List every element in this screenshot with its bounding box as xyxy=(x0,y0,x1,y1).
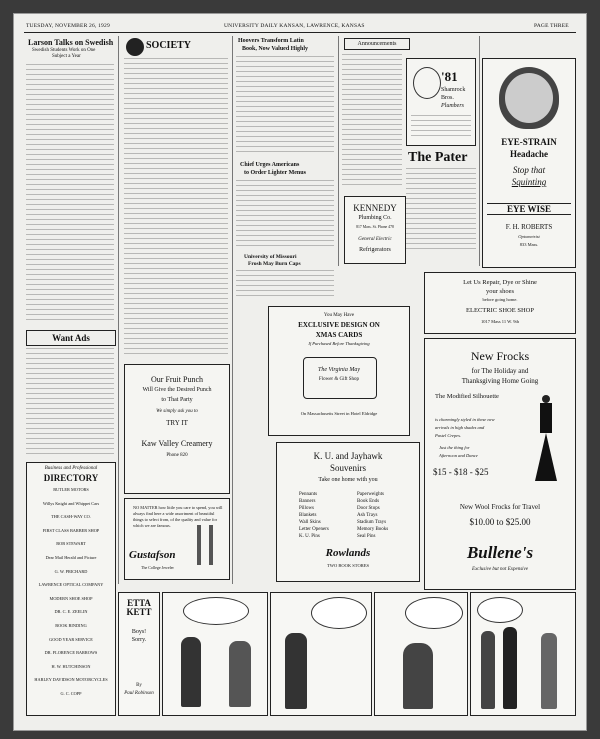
newspaper-page xyxy=(14,14,586,730)
ad-line: Stop that xyxy=(512,165,546,175)
souvenir-item: Ash Trays xyxy=(357,513,378,518)
comic-sub: Sorry. xyxy=(131,637,147,643)
column-divider xyxy=(118,36,119,584)
electric-shoe-shop-ad xyxy=(424,272,576,334)
souvenir-item: Door Stops xyxy=(357,506,380,511)
article-headline: Larson Talks on Swedish xyxy=(28,38,114,47)
announcements-heading: Announcements xyxy=(344,38,410,50)
comic-figure xyxy=(503,627,517,709)
ad-line: your shoes xyxy=(486,288,514,295)
ad-line: Flower & Gift Shop xyxy=(318,377,360,382)
ad-line: before going home. xyxy=(482,297,518,302)
ad-line: Souvenirs xyxy=(330,463,366,473)
directory-entry: BOB STEWART xyxy=(56,541,86,547)
speech-balloon xyxy=(183,597,249,625)
souvenir-item: Seal Pins xyxy=(357,534,376,539)
article-body xyxy=(26,64,114,324)
comic-panel-3 xyxy=(374,592,468,716)
ad-line: We simply ask you to xyxy=(156,409,198,414)
candlestick-image xyxy=(197,525,201,565)
article-headline: Chief Urges Americans xyxy=(240,162,300,168)
face-illustration xyxy=(505,73,553,123)
comic-figure xyxy=(481,631,495,709)
article-subhead: Swedish Students Work on One xyxy=(32,48,96,53)
announcements-body xyxy=(342,54,402,189)
ad-line: $15 - $18 - $25 xyxy=(433,467,489,477)
article-headline: Book, Now Valued Highly xyxy=(242,46,309,52)
ad-line: Will Give the Desired Punch xyxy=(142,387,212,393)
comic-figure xyxy=(229,641,251,707)
ad-line: arrivals in high shades and xyxy=(435,425,485,430)
plumber-illustration xyxy=(413,67,441,99)
ad-line: Pastel Crepes. xyxy=(435,433,462,438)
ad-line: Optometrist xyxy=(518,234,540,239)
gustafson-ad xyxy=(124,498,230,580)
directory-entry: G. W. PRICHARD xyxy=(54,568,88,574)
ad-line: Kaw Valley Creamery xyxy=(141,439,213,448)
directory-entry: H. W. HUTCHINSON xyxy=(51,663,91,669)
directory-entry: BUTLER MOTORS xyxy=(53,487,89,492)
directory-entry: BOOK BINDING xyxy=(55,622,87,628)
souvenir-list xyxy=(357,491,388,540)
ad-line: ELECTRIC SHOE SHOP xyxy=(466,307,534,314)
ad-line: Let Us Repair, Dye or Shine xyxy=(463,279,537,286)
pater-heading: The Pater xyxy=(408,150,468,165)
article-headline: to Order Lighter Menus xyxy=(244,170,306,176)
article-body xyxy=(236,56,334,156)
directory-entry: FIRST CLASS BARBER SHOP xyxy=(42,527,100,533)
souvenir-item: Paperweights xyxy=(357,492,384,497)
article-headline: Hoovers Transform Latin xyxy=(238,38,304,44)
ad-line: Bros. xyxy=(441,95,454,101)
souvenir-item: Wall Skins xyxy=(299,520,321,525)
ad-line: for The Holiday and xyxy=(471,367,529,375)
ad-line: to That Party xyxy=(161,397,193,403)
gustafson-logo: Gustafson xyxy=(129,549,176,561)
column-divider xyxy=(479,36,480,266)
ad-line: New Wool Frocks for Travel xyxy=(459,503,541,511)
ad-line: Squinting xyxy=(511,177,547,187)
article-subhead: Subject a Year xyxy=(52,54,81,59)
ad-line: TWO BOOK STORES xyxy=(327,563,369,568)
kennedy-plumbing-ad xyxy=(344,196,406,264)
comic-sub: Boys! xyxy=(131,629,147,635)
souvenir-item: Letter Openers xyxy=(299,527,329,532)
directory-title: Business and Professional xyxy=(44,466,98,471)
souvenir-item: Memory Books xyxy=(357,527,389,532)
ad-line: Just the thing for xyxy=(439,445,470,450)
xmas-cards-ad xyxy=(268,306,410,436)
souvenir-item: Blankets xyxy=(299,513,317,518)
directory-list xyxy=(29,487,113,705)
directory-entry: Dear Mail Herald and Picture xyxy=(45,554,97,560)
dress-illustration xyxy=(533,395,559,499)
fruit-punch-ad xyxy=(124,364,230,494)
directory-entry: HARLEY DAVIDSON MOTORCYCLES xyxy=(34,677,108,683)
masthead-rule xyxy=(24,32,576,33)
candlestick-image xyxy=(209,525,213,565)
ad-line: Thanksgiving Home Going xyxy=(461,377,539,385)
souvenir-item: Stadium Trays xyxy=(357,520,387,525)
article-headline: University of Missouri xyxy=(244,254,297,260)
comic-byline: By xyxy=(136,683,142,688)
ad-line: 833 Mass. xyxy=(519,242,539,247)
eye-wise-ad xyxy=(482,58,576,268)
want-ads-heading: Want Ads xyxy=(26,330,116,346)
ad-line: New Frocks xyxy=(470,349,530,363)
comic-figure xyxy=(285,633,307,709)
bullenes-frocks-ad xyxy=(424,338,576,590)
ad-line: EYE-STRAIN xyxy=(501,137,557,147)
souvenir-item: Book Ends xyxy=(357,499,380,504)
ku-souvenirs-ad xyxy=(276,442,420,582)
bullenes-logo: Bullene's xyxy=(466,543,534,562)
ad-line: Take one home with you xyxy=(318,477,378,483)
souvenir-item: Pillows xyxy=(299,506,315,511)
souvenir-item: K. U. Pins xyxy=(299,534,320,539)
column-divider xyxy=(338,36,339,266)
ad-line: The College Jeweler xyxy=(141,565,174,570)
ad-line: Phone 820 xyxy=(166,453,188,458)
directory-entry: THE CASH-WAY CO. xyxy=(51,514,91,520)
ad-body xyxy=(411,115,471,139)
souvenir-item: Banners xyxy=(299,499,316,504)
ad-line: F. H. ROBERTS xyxy=(505,223,553,231)
comic-figure xyxy=(403,643,433,709)
society-icon xyxy=(126,38,144,56)
ad-line: If Purchased Before Thanksgiving xyxy=(308,341,370,346)
ad-line: '81 xyxy=(441,69,458,84)
want-ads-body xyxy=(26,348,114,458)
ad-line: 817 Mass. St. Phone 478 xyxy=(356,225,394,229)
ad-line: You May Have xyxy=(323,313,355,318)
shamrock-plumbers-ad xyxy=(406,58,476,146)
directory-entry: G. C. COPP xyxy=(60,690,82,696)
ad-line: The Modified Silhouette xyxy=(435,393,499,400)
directory-entry: GOOD YEAR SERVICE xyxy=(49,636,93,642)
ad-line: XMAS CARDS xyxy=(315,331,363,339)
comic-title: ETTA KETT xyxy=(126,598,152,617)
article-body xyxy=(236,270,334,300)
speech-balloon xyxy=(405,597,463,629)
column-divider xyxy=(232,36,233,584)
directory-heading: DIRECTORY xyxy=(43,473,99,483)
comic-title-panel xyxy=(118,592,160,716)
ad-line: K. U. and Jayhawk xyxy=(313,451,383,461)
comic-author: Paul Robinson xyxy=(124,691,154,696)
ad-line: Plumbers xyxy=(441,103,464,109)
souvenir-item: Pennants xyxy=(299,492,318,497)
ad-line: Afternoon and Dance xyxy=(439,453,478,458)
directory-entry: MODERN SHOE SHOP xyxy=(49,595,93,601)
article-headline: Frosh May Burn Caps xyxy=(248,261,301,267)
ad-line: On Massachusetts Street in Hotel Eldridge xyxy=(300,411,378,416)
ad-line: KENNEDY xyxy=(353,203,397,213)
speech-balloon xyxy=(477,597,523,623)
ad-line: 1017 Mass 11 W. 9th xyxy=(481,319,519,324)
directory-entry: LAWRENCE OPTICAL COMPANY xyxy=(38,582,104,588)
article-body xyxy=(236,180,334,250)
ad-line: General Electric xyxy=(358,237,392,242)
eye-wise-logo: EYE WISE xyxy=(487,203,571,215)
ad-line: Shamrock xyxy=(441,87,466,93)
directory-entry: Willys Knight and Whippet Cars xyxy=(42,500,100,506)
ad-line: is charmingly styled in these new xyxy=(435,417,495,422)
ad-line: EXCLUSIVE DESIGN ON xyxy=(298,321,380,329)
newspaper-title: UNIVERSITY DAILY KANSAN, LAWRENCE, KANSAS xyxy=(224,23,365,29)
directory-entry: DR. C. E. ZEELIN xyxy=(54,609,88,615)
ad-line: TRY IT xyxy=(166,419,188,427)
issue-date: TUESDAY, NOVEMBER 26, 1929 xyxy=(26,23,110,29)
ad-text: NO MATTER how little you care to spend, you will always find here a wide assortment of beautiful things to select from, of the quality and value for which we are famous. xyxy=(133,505,223,528)
rowlands-logo: Rowlands xyxy=(325,547,371,559)
comic-panel-2 xyxy=(270,592,372,716)
comic-panel-4 xyxy=(470,592,576,716)
pater-body xyxy=(406,168,476,252)
ad-line: $10.00 to $25.00 xyxy=(469,517,531,527)
ad-line: Our Fruit Punch xyxy=(151,375,203,384)
speech-balloon xyxy=(311,597,367,629)
business-directory xyxy=(26,462,116,716)
page-number: PAGE THREE xyxy=(534,23,569,29)
comic-panel-1 xyxy=(162,592,268,716)
comic-figure xyxy=(541,633,557,709)
ad-line: Headache xyxy=(510,149,548,159)
souvenir-list xyxy=(299,491,329,540)
ad-line: The Virginia May xyxy=(318,367,360,373)
ad-line: Plumbing Co. xyxy=(358,215,392,221)
ad-line: Exclusive but not Expensive xyxy=(472,567,528,572)
directory-entry: DR. FLORENCE BARROWS xyxy=(44,650,98,656)
ad-line: Refrigerators xyxy=(359,247,391,253)
comic-figure xyxy=(181,637,201,707)
society-body xyxy=(124,58,228,358)
society-heading: SOCIETY xyxy=(146,40,192,51)
